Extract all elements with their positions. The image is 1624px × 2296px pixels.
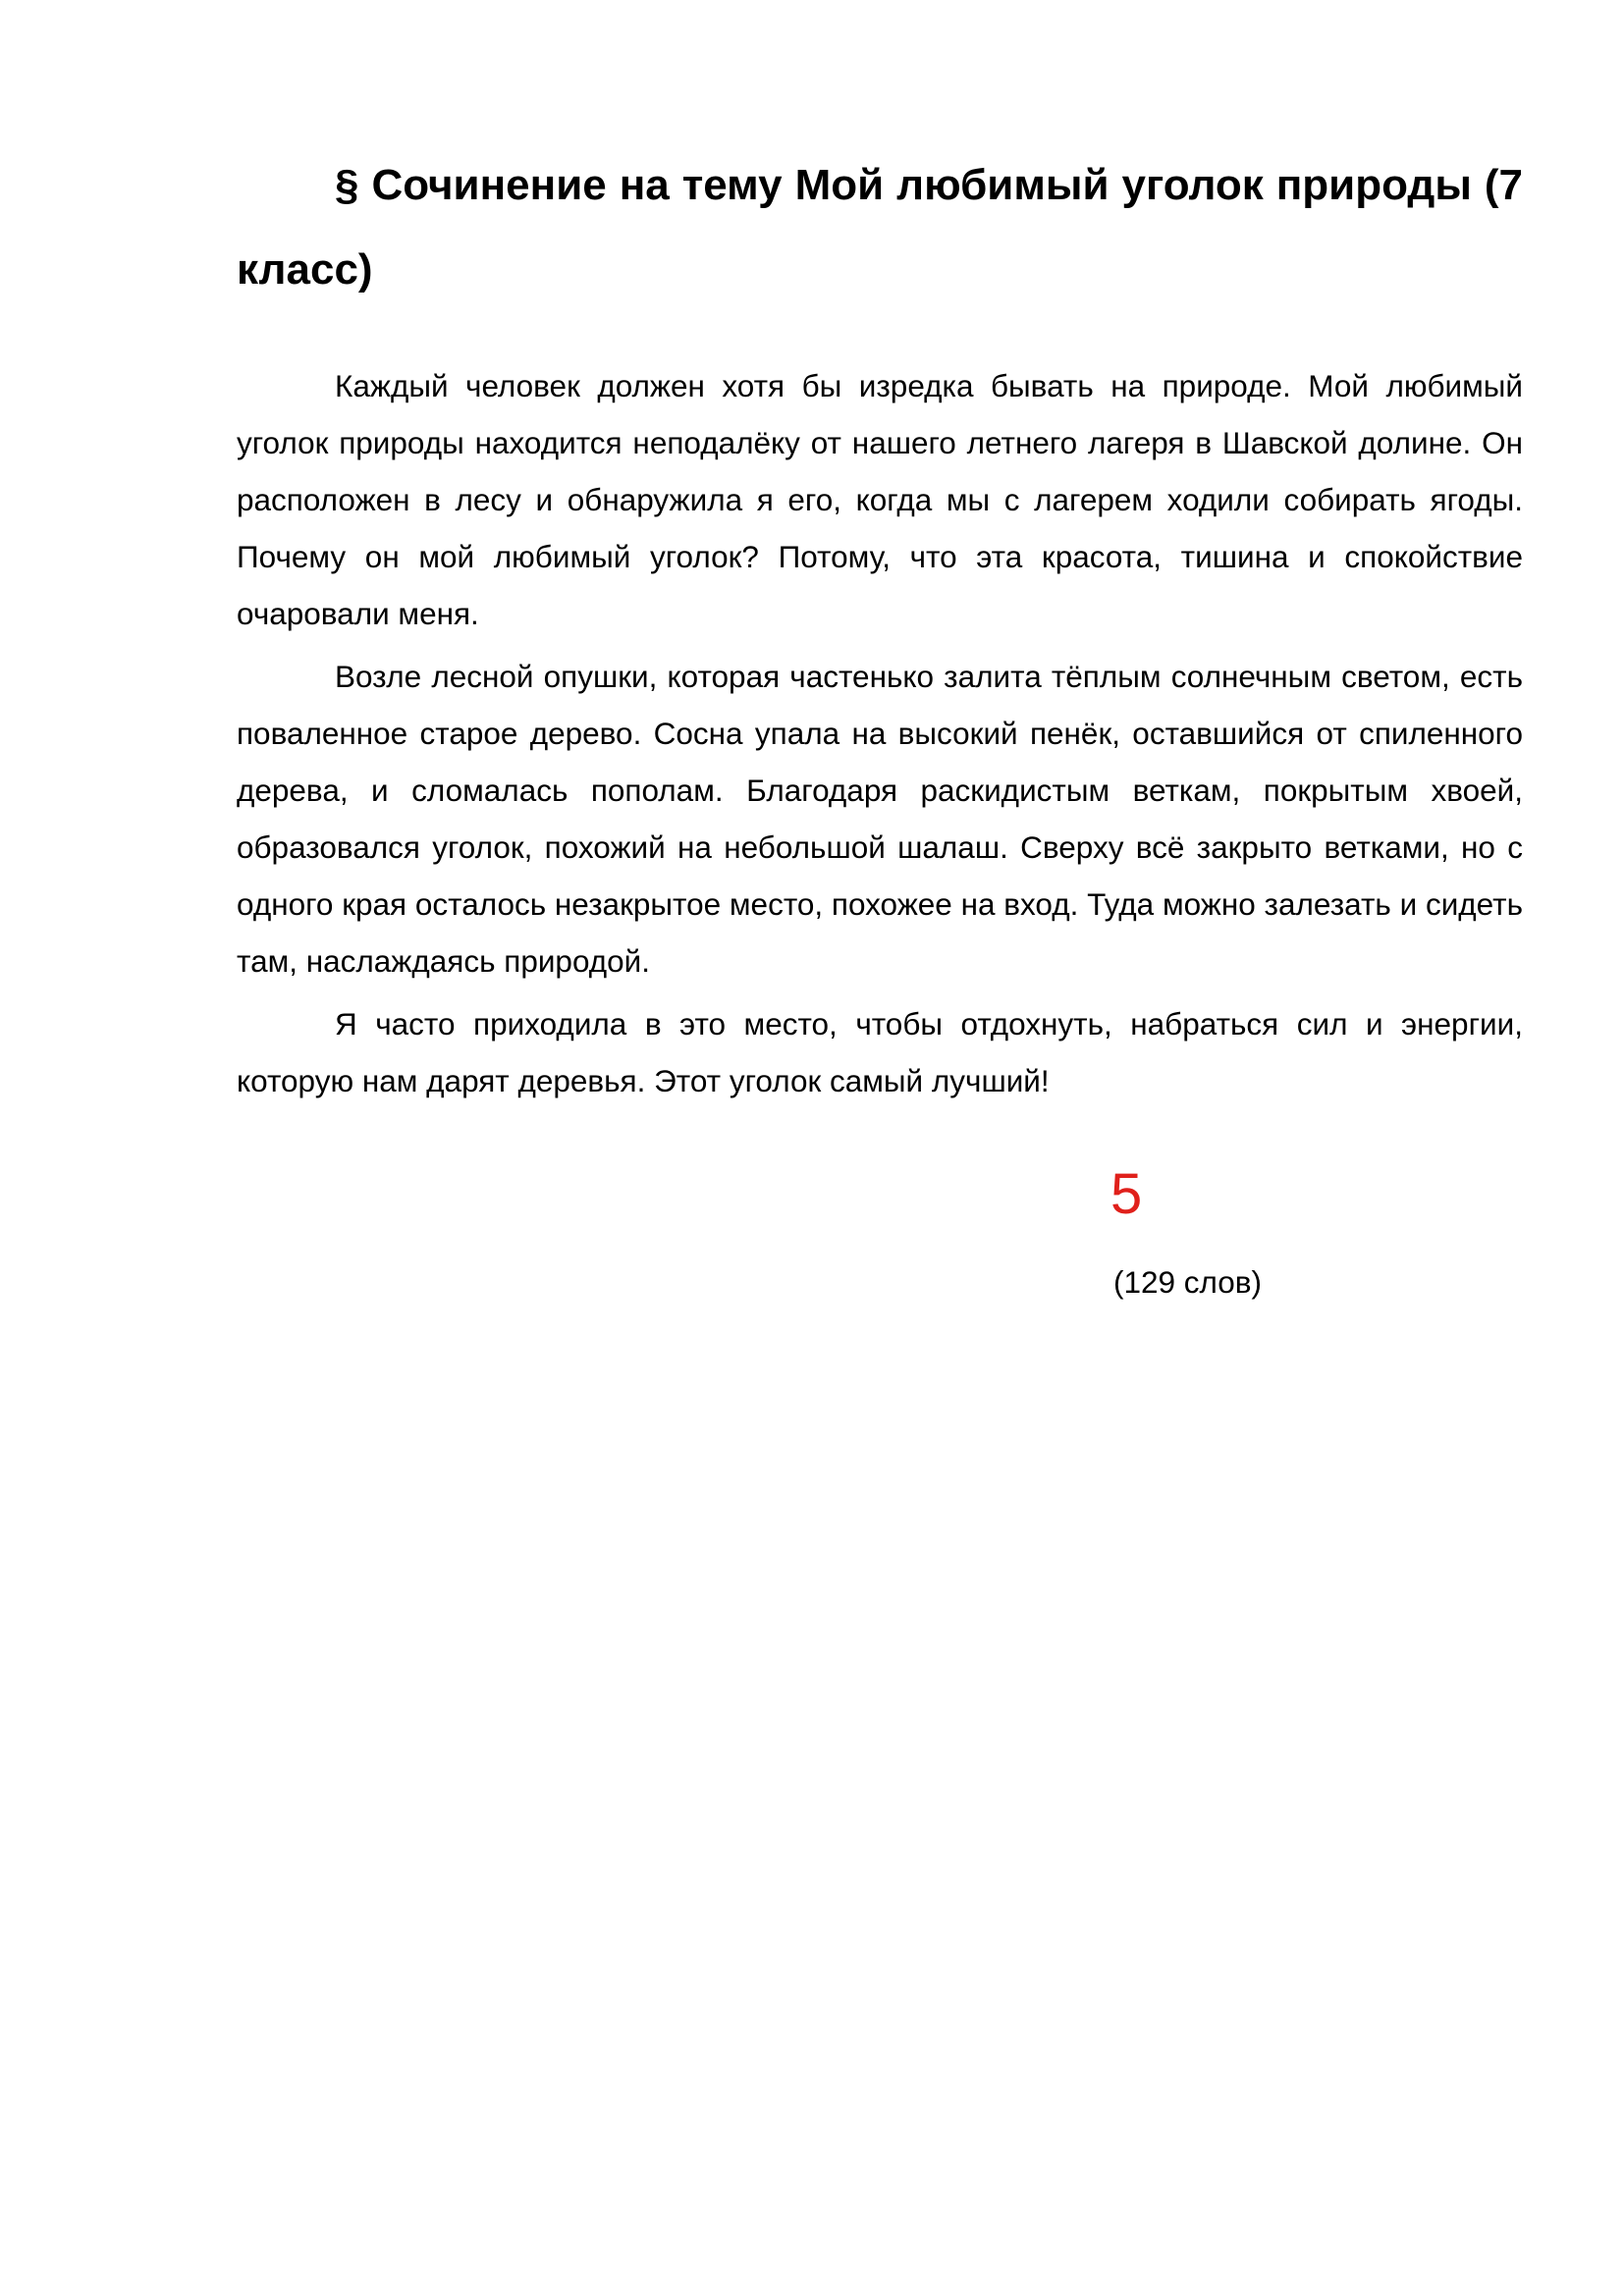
essay-title: § Сочинение на тему Мой любимый уголок природы (7 класс)	[237, 161, 1523, 294]
word-count: (129 слов)	[1113, 1264, 1263, 1300]
essay-body	[237, 357, 1523, 1115]
essay-paragraph-3: Я часто приходила в это место, чтобы отдохнуть, набраться сил и энергии, которую нам дарят деревья. Этот уголок самый лучший!	[237, 1006, 1523, 1098]
essay-paragraph-1: Каждый человек должен хотя бы изредка бывать на природе. Мой любимый уголок природы находится неподалёку от нашего летнего лагеря в Шавской долине. Он расположен в лесу и обнаружила я его, когда мы с лагерем ходили собирать ягоды. Почему он мой любимый уголок? Потому, что эта красота, тишина и спокойствие очаровали меня.	[237, 368, 1523, 631]
essay-paragraph-2: Возле лесной опушки, которая частенько залита тёплым солнечным светом, есть поваленное старое дерево. Сосна упала на высокий пенёк, оставшийся от спиленного дерева, и сломалась пополам. Благодаря раскидистым веткам, покрытым хвоей, образовался уголок, похожий на небольшой шалаш. Сверху всё закрыто ветками, но с одного края осталось незакрытое место, похожее на вход. Туда можно залезать и сидеть там, наслаждаясь природой.	[237, 659, 1523, 979]
grade-mark: 5	[1110, 1162, 1143, 1226]
